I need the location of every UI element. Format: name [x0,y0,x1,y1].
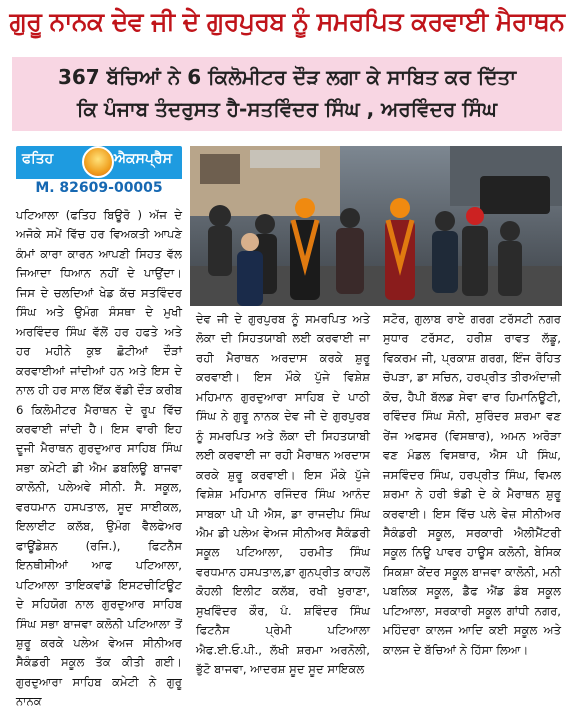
article-column-1 [16,206,182,712]
logo-name-right: ਐਕਸਪ੍ਰੈਸ [114,151,172,167]
article-paragraph: ਸਟੋਰ, ਗੁਲਾਬ ਰਾਏ ਗਰਗ ਟਰੱਸਟੀ ਨਗਰ ਸੁਧਾਰ ਟਰੱਸਟ, ਹਰੀਸ਼ ਰਾਵਤ ਲੱਡੂ, ਵਿਕਰਮ ਜੀ, ਪ੍ਰਕਾਸ਼ ਗਰਗ, ਇੰਜ ਰੋਹਿਤ ਚੋਪੜਾ, ਡਾ ਸਚਿਨ, ਹਰਪ੍ਰੀਤ ਤੀਰਅੰਦਾਜ਼ੀ ਕੋਚ, ਹੈਪੀ ਬੱਲਡ ਸੇਵਾ ਵਾਰ ਹਿਮਾਨਿਊਟੀ, ਰਵਿੰਦਰ ਸਿੰਘ ਸੋਨੀ, ਸੁਰਿੰਦਰ ਸ਼ਰਮਾ ਵਣ ਰੇਂਜ ਅਫਸਰ (ਵਿਸਥਾਰ), ਅਮਨ ਅਰੋੜਾ ਵਣ ਮੰਡਲ ਵਿਸਥਾਰ, ਐਸ ਪੀ ਸਿੰਘ, ਜਸਵਿੰਦਰ ਸਿੰਘ, ਹਰਪ੍ਰੀਤ ਸਿੰਘ, ਵਿਮਲ ਸ਼ਰਮਾ ਨੇ ਹਰੀ ਝੰਡੀ ਦੇ ਕੇ ਮੈਰਾਥਨ ਸ਼ੁਰੂ ਕਰਵਾਈ। ਇਸ ਵਿੱਚ ਪਲੇ ਵੇਜ਼ ਸੀਨੀਅਰ ਸੈਕੰਡਰੀ ਸਕੂਲ, ਸਰਕਾਰੀ ਐਲੀਮੈਂਟਰੀ ਸਕੂਲ ਨਿਊ ਪਾਵਰ ਹਾਊਸ ਕਲੋਨੀ, ਬੇਸਿਕ ਸਿਕਸ਼ਾ ਕੇਂਦਰ ਸਕੂਲ ਬਾਜਵਾ ਕਾਲੋਨੀ, ਮਨੀ ਪਬਲਿਕ ਸਕੂਲ, ਡੈਫ ਐਂਡ ਡੰਬ ਸਕੂਲ ਪਟਿਆਲਾ, ਸਰਕਾਰੀ ਸਕੂਲ ਗਾਂਧੀ ਨਗਰ, ਮਹਿੰਦਰਾ ਕਾਲਜ ਆਦਿ ਕਈ ਸਕੂਲ ਅਤੇ ਕਾਲਜ ਦੇ ਬੱਚਿਆਂ ਨੇ ਹਿੱਸਾ ਲਿਆ। [383,312,561,657]
logo-phone: M. 82609-00005 [16,179,182,198]
subheadline-box [12,57,562,131]
subheadline-line-2: ਕਿ ਪੰਜਾਬ ਤੰਦਰੁਸਤ ਹੈ-ਸਤਵਿੰਦਰ ਸਿੰਘ , ਅਰਵਿੰਦਰ ਸਿੰਘ [77,97,497,121]
newspaper-logo [16,146,182,198]
article-paragraph: ਪਟਿਆਲਾ (ਫਤਿਹ ਬਿਊਰੋ ) ਅੱਜ ਦੇ ਅਜੋਕੇ ਸਮੇਂ ਵਿੱਚ ਹਰ ਵਿਅਕਤੀ ਆਪਣੇ ਕੰਮਾਂ ਕਾਰਾ ਕਾਰਨ ਆਪਣੀ ਸਿਹਤ ਵੱਲ ਜਿਆਦਾ ਧਿਆਨ ਨਹੀਂ ਦੇ ਪਾਉਂਦਾ। ਜਿਸ ਦੇ ਚਲਦਿਆਂ ਖੇਡ ਕੱਚ ਸਤਵਿੰਦਰ ਸਿੰਘ ਅਤੇ ਉਮੰਗ ਸੰਸਥਾ ਦੇ ਮੁਖੀ ਅਰਵਿੰਦਰ ਸਿੰਘ ਵੱਲੋਂ ਹਰ ਹਫਤੇ ਅਤੇ ਹਰ ਮਹੀਨੇ ਕੁਝ ਛੋਟੀਆਂ ਦੌੜਾਂ ਕਰਵਾਈਆਂ ਜਾਂਦੀਆਂ ਹਨ ਅਤੇ ਇਸ ਦੇ ਨਾਲ ਹੀ ਹਰ ਸਾਲ ਇੱਕ ਵੱਡੀ ਦੌੜ ਕਰੀਬ 6 ਕਿਲੋਮੀਟਰ ਮੈਰਾਥਨ ਦੇ ਰੂਪ ਵਿੱਚ ਕਰਵਾਈ ਜਾਂਦੀ ਹੈ। ਇਸ ਵਾਰੀ ਇਹ ਦੂਜੀ ਮੈਰਾਥਨ ਗੁਰਦੁਆਰ ਸਾਹਿਬ ਸਿੰਘ ਸਭਾ ਕਮੇਟੀ ਡੀ ਐਮ ਡਬਲਿਊ ਬਾਜਵਾ ਕਾਲੋਨੀ, ਪਲੇਅਵੇ ਸੀਨੀ. ਸੈ. ਸਕੂਲ, ਵਰਧਮਾਨ ਹਸਪਤਾਲ, ਸੂਦ ਸਾਈਕਲ, ਇਲਾਈਟ ਕਲੱਬ, ਉਮੰਗ ਵੈਲਫੇਅਰ ਫਾਊਂਡੇਸ਼ਨ (ਰਜਿ.), ਫਿਟਨੈਸ ਇਨਥੀਸੀਆਂ ਆਫ ਪਟਿਆਲਾ, ਪਟਿਆਲਾ ਤਾਇਕਵਾਂਡੋ ਇਸਟਚੀਟਿਊਟ ਦੇ ਸਹਿਯੋਗ ਨਾਲ ਗੁਰਦੁਆਰ ਸਾਹਿਬ ਸਿੰਘ ਸਭਾ ਬਾਜਵਾ ਕਲੋਨੀ ਪਟਿਆਲਾ ਤੋਂ ਸ਼ੁਰੂ ਕਰਕੇ ਪਲੇਅ ਵੇਅਜ ਸੀਨੀਅਰ ਸੈਕੰਡਰੀ ਸਕੂਲ ਤੱਕ ਕੀਤੀ ਗਈ। ਗੁਰਦੁਆਰਾ ਸਾਹਿਬ ਕਮੇਟੀ ਨੇ ਗੁਰੂ ਨਾਨਕ [16,208,182,709]
khanda-emblem-icon [82,146,114,178]
subheadline-line-1: 367 ਬੱਚਿਆਂ ਨੇ 6 ਕਿਲੋਮੀਟਰ ਦੌੜ ਲਗਾ ਕੇ ਸਾਬਿਤ ਕਰ ਦਿੱਤਾ [57,65,517,89]
marathon-photo [190,146,562,306]
article-column-3 [383,310,561,660]
logo-name-left: ਫਤਿਹ [22,151,54,167]
article-column-2 [196,310,370,680]
article-paragraph: ਦੇਵ ਜੀ ਦੇ ਗੁਰਪੁਰਬ ਨੂੰ ਸਮਰਪਿਤ ਅਤੇ ਲੋਕਾ ਦੀ ਸਿਹਤਯਾਬੀ ਲਈ ਕਰਵਾਈ ਜਾ ਰਹੀ ਮੈਰਾਥਨ ਅਰਦਾਸ ਕਰਕੇ ਸ਼ੁਰੂ ਕਰਵਾਈ। ਇਸ ਮੌਕੇ ਪੁੱਜੇ ਵਿਸ਼ੇਸ਼ ਮਹਿਮਾਨ ਗੁਰਦੁਆਰਾ ਸਾਹਿਬ ਦੇ ਪਾਠੀ ਸਿੰਘ ਨੇ ਗੁਰੂ ਨਾਨਕ ਦੇਵ ਜੀ ਦੇ ਗੁਰਪੁਰਬ ਨੂੰ ਸਮਰਪਿਤ ਅਤੇ ਲੋਕਾ ਦੀ ਸਿਹਤਯਾਬੀ ਲਈ ਕਰਵਾਈ ਜਾ ਰਹੀ ਮੈਰਾਥਨ ਅਰਦਾਸ ਕਰਕੇ ਸ਼ੁਰੂ ਕਰਵਾਈ। ਇਸ ਮੌਕੇ ਪੁੱਜੇ ਵਿਸ਼ੇਸ਼ ਮਹਿਮਾਨ ਰਜਿੰਦਰ ਸਿੰਘ ਆਨੰਦ ਸਾਬਕਾ ਪੀ ਪੀ ਐਸ, ਡਾ ਰਾਜਦੀਪ ਸਿੰਘ ਐਮ ਡੀ ਪਲੇਅ ਵੇਅਜ ਸੀਨੀਅਰ ਸੈਕੰਡਰੀ ਸਕੂਲ ਪਟਿਆਲਾ, ਹਰਮੀਤ ਸਿੰਘ ਵਰਧਮਾਨ ਹਸਪਤਾਲ,ਡਾ ਗੁਨਪ੍ਰੀਤ ਕਾਹਲੋਂ ਕੋਹਲੀ ਇਲੀਟ ਕਲੱਬ, ਰਖੀ ਖੁਰਾਣਾ, ਸੁਖਵਿੰਦਰ ਕੌਰ, ਪੰ. ਸ਼ਵਿੰਦਰ ਸਿੰਘ ਫਿਟਨੈਸ ਪ੍ਰੇਮੀ ਪਟਿਆਲਾ ਐਫ.ਈ.ਓ.ਪੀ., ਲੱਖੀ ਸ਼ਰਮਾ ਅਰਨੋਲੀ, ਭੁੱਟੋ ਬਾਜਵਾ, ਆਦਰਸ਼ ਸੂਦ ਸੂਦ ਸਾਇਕਲ [196,312,370,677]
headline: ਗੁਰੂ ਨਾਨਕ ਦੇਵ ਜੀ ਦੇ ਗੁਰਪੁਰਬ ਨੂੰ ਸਮਰਪਿਤ ਕਰਵਾਈ ਮੈਰਾਥਨ [9,7,565,36]
